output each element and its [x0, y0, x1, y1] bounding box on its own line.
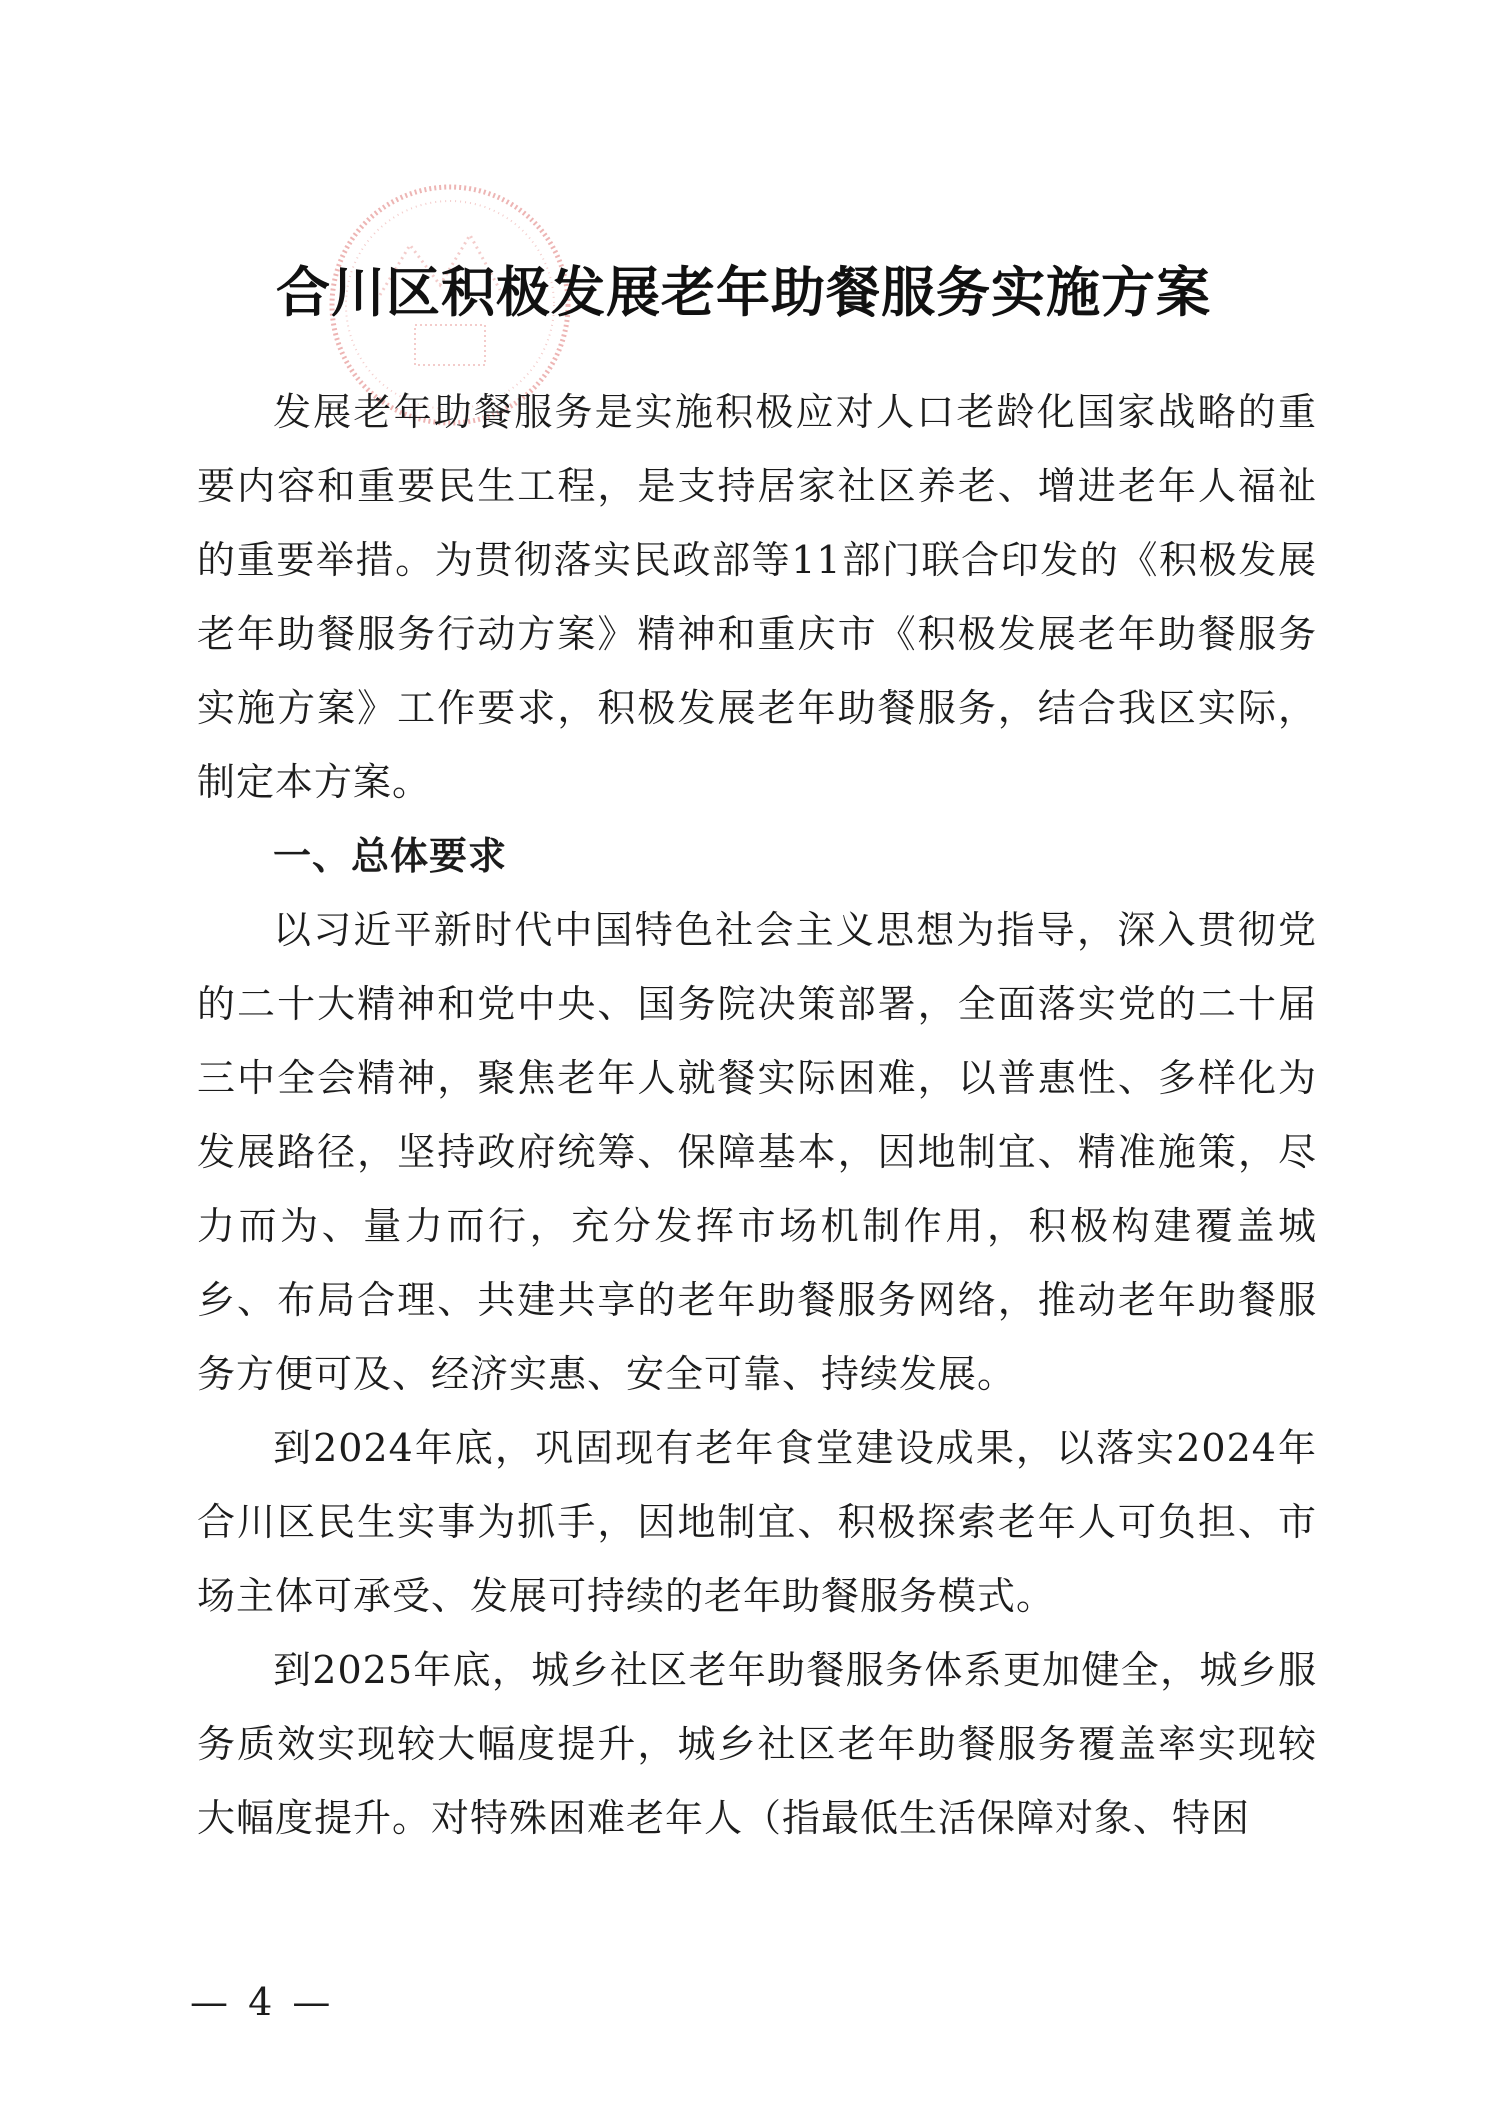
document-body — [197, 375, 1317, 1855]
document-title: 合川区积极发展老年助餐服务实施方案 — [276, 261, 1211, 324]
paragraph-guiding-principle: 以习近平新时代中国特色社会主义思想为指导，深入贯彻党的二十大精神和党中央、国务院决策部署，全面落实党的二十届三中全会精神，聚焦老年人就餐实际困难，以普惠性、多样化为发展路径，坚持政府统筹、保障基本，因地制宜、精准施策，尽力而为、量力而行，充分发挥市场机制作用，积极构建覆盖城乡、布局合理、共建共享的老年助餐服务网络，推动老年助餐服务方便可及、经济实惠、安全可靠、持续发展。 — [197, 908, 1317, 1396]
paragraph-goal-2025: 到2025年底，城乡社区老年助餐服务体系更加健全，城乡服务质效实现较大幅度提升，城乡社区老年助餐服务覆盖率实现较大幅度提升。对特殊困难老年人（指最低生活保障对象、特困 — [197, 1648, 1317, 1840]
section-heading-general-requirements: 一、总体要求 — [273, 834, 508, 878]
paragraph-goal-2024: 到2024年底，巩固现有老年食堂建设成果，以落实2024年合川区民生实事为抓手，因地制宜、积极探索老年人可负担、市场主体可承受、发展可持续的老年助餐服务模式。 — [197, 1426, 1317, 1618]
paragraph-intro: 发展老年助餐服务是实施积极应对人口老龄化国家战略的重要内容和重要民生工程，是支持居家社区养老、增进老年人福祉的重要举措。为贯彻落实民政部等11部门联合印发的《积极发展老年助餐服务行动方案》精神和重庆市《积极发展老年助餐服务实施方案》工作要求，积极发展老年助餐服务，结合我区实际，制定本方案。 — [197, 390, 1317, 804]
page-number: — 4 — — [190, 1980, 335, 2024]
